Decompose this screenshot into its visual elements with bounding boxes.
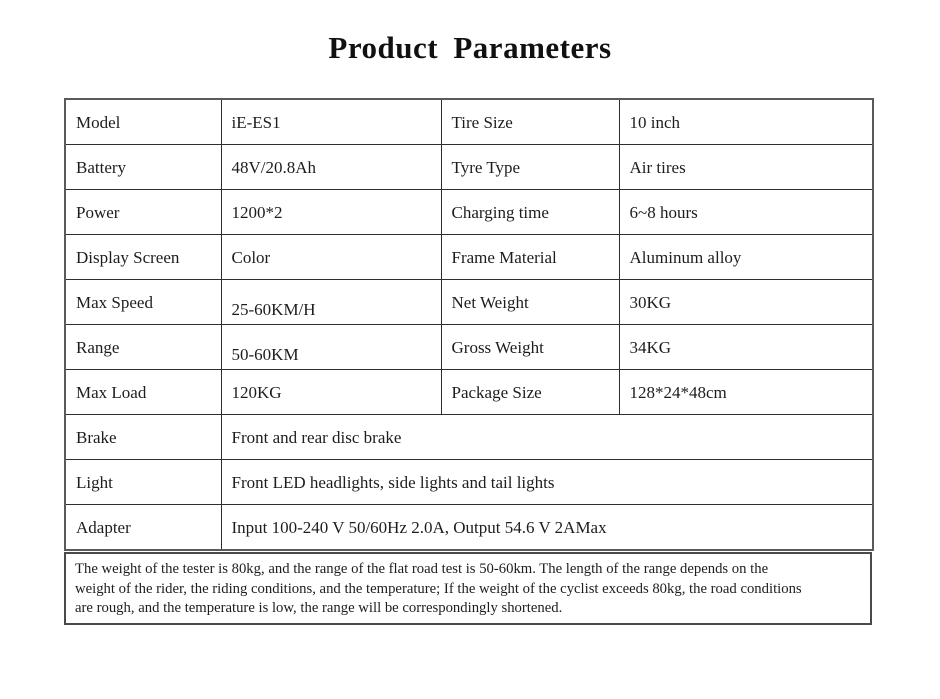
param-label: Power	[65, 190, 221, 235]
param-value: 25-60KM/H	[221, 280, 441, 325]
param-label: Light	[65, 460, 221, 505]
param-label: Model	[65, 99, 221, 145]
table-row	[65, 325, 873, 370]
param-value: 120KG	[221, 370, 441, 415]
table-row	[65, 460, 873, 505]
param-value: 48V/20.8Ah	[221, 145, 441, 190]
param-value: Color	[221, 235, 441, 280]
table-row	[65, 370, 873, 415]
param-value: Air tires	[619, 145, 873, 190]
param-value: 128*24*48cm	[619, 370, 873, 415]
table-row	[65, 235, 873, 280]
param-value: 6~8 hours	[619, 190, 873, 235]
param-label: Frame Material	[441, 235, 619, 280]
note-line: weight of the rider, the riding conditions, and the temperature; If the weight of the cyclist exceeds 80kg, the road conditions	[75, 580, 802, 597]
param-label: Brake	[65, 415, 221, 460]
param-value: 34KG	[619, 325, 873, 370]
param-value: 10 inch	[619, 99, 873, 145]
param-value: Front LED headlights, side lights and tail lights	[221, 460, 873, 505]
param-value: iE-ES1	[221, 99, 441, 145]
page-title: Product Parameters	[328, 30, 612, 65]
table-row	[65, 415, 873, 460]
param-label: Charging time	[441, 190, 619, 235]
param-label: Range	[65, 325, 221, 370]
range-disclaimer-note	[64, 552, 872, 625]
param-value: Input 100-240 V 50/60Hz 2.0A, Output 54.6 V 2AMax	[221, 505, 873, 551]
param-value: Aluminum alloy	[619, 235, 873, 280]
table-row	[65, 190, 873, 235]
param-label: Net Weight	[441, 280, 619, 325]
param-label: Display Screen	[65, 235, 221, 280]
param-label: Gross Weight	[441, 325, 619, 370]
spec-table	[64, 98, 874, 551]
param-label: Adapter	[65, 505, 221, 551]
param-label: Max Load	[65, 370, 221, 415]
param-label: Package Size	[441, 370, 619, 415]
param-label: Tire Size	[441, 99, 619, 145]
table-row	[65, 280, 873, 325]
param-value: 50-60KM	[221, 325, 441, 370]
table-row	[65, 99, 873, 145]
param-value: 1200*2	[221, 190, 441, 235]
param-value: 30KG	[619, 280, 873, 325]
param-value: Front and rear disc brake	[221, 415, 873, 460]
table-row	[65, 505, 873, 551]
param-label: Battery	[65, 145, 221, 190]
param-label: Tyre Type	[441, 145, 619, 190]
table-row	[65, 145, 873, 190]
note-line: are rough, and the temperature is low, the range will be correspondingly shortened.	[75, 600, 563, 616]
param-label: Max Speed	[65, 280, 221, 325]
note-line: The weight of the tester is 80kg, and the range of the flat road test is 50-60km. The length of the range depends on the	[75, 561, 769, 577]
